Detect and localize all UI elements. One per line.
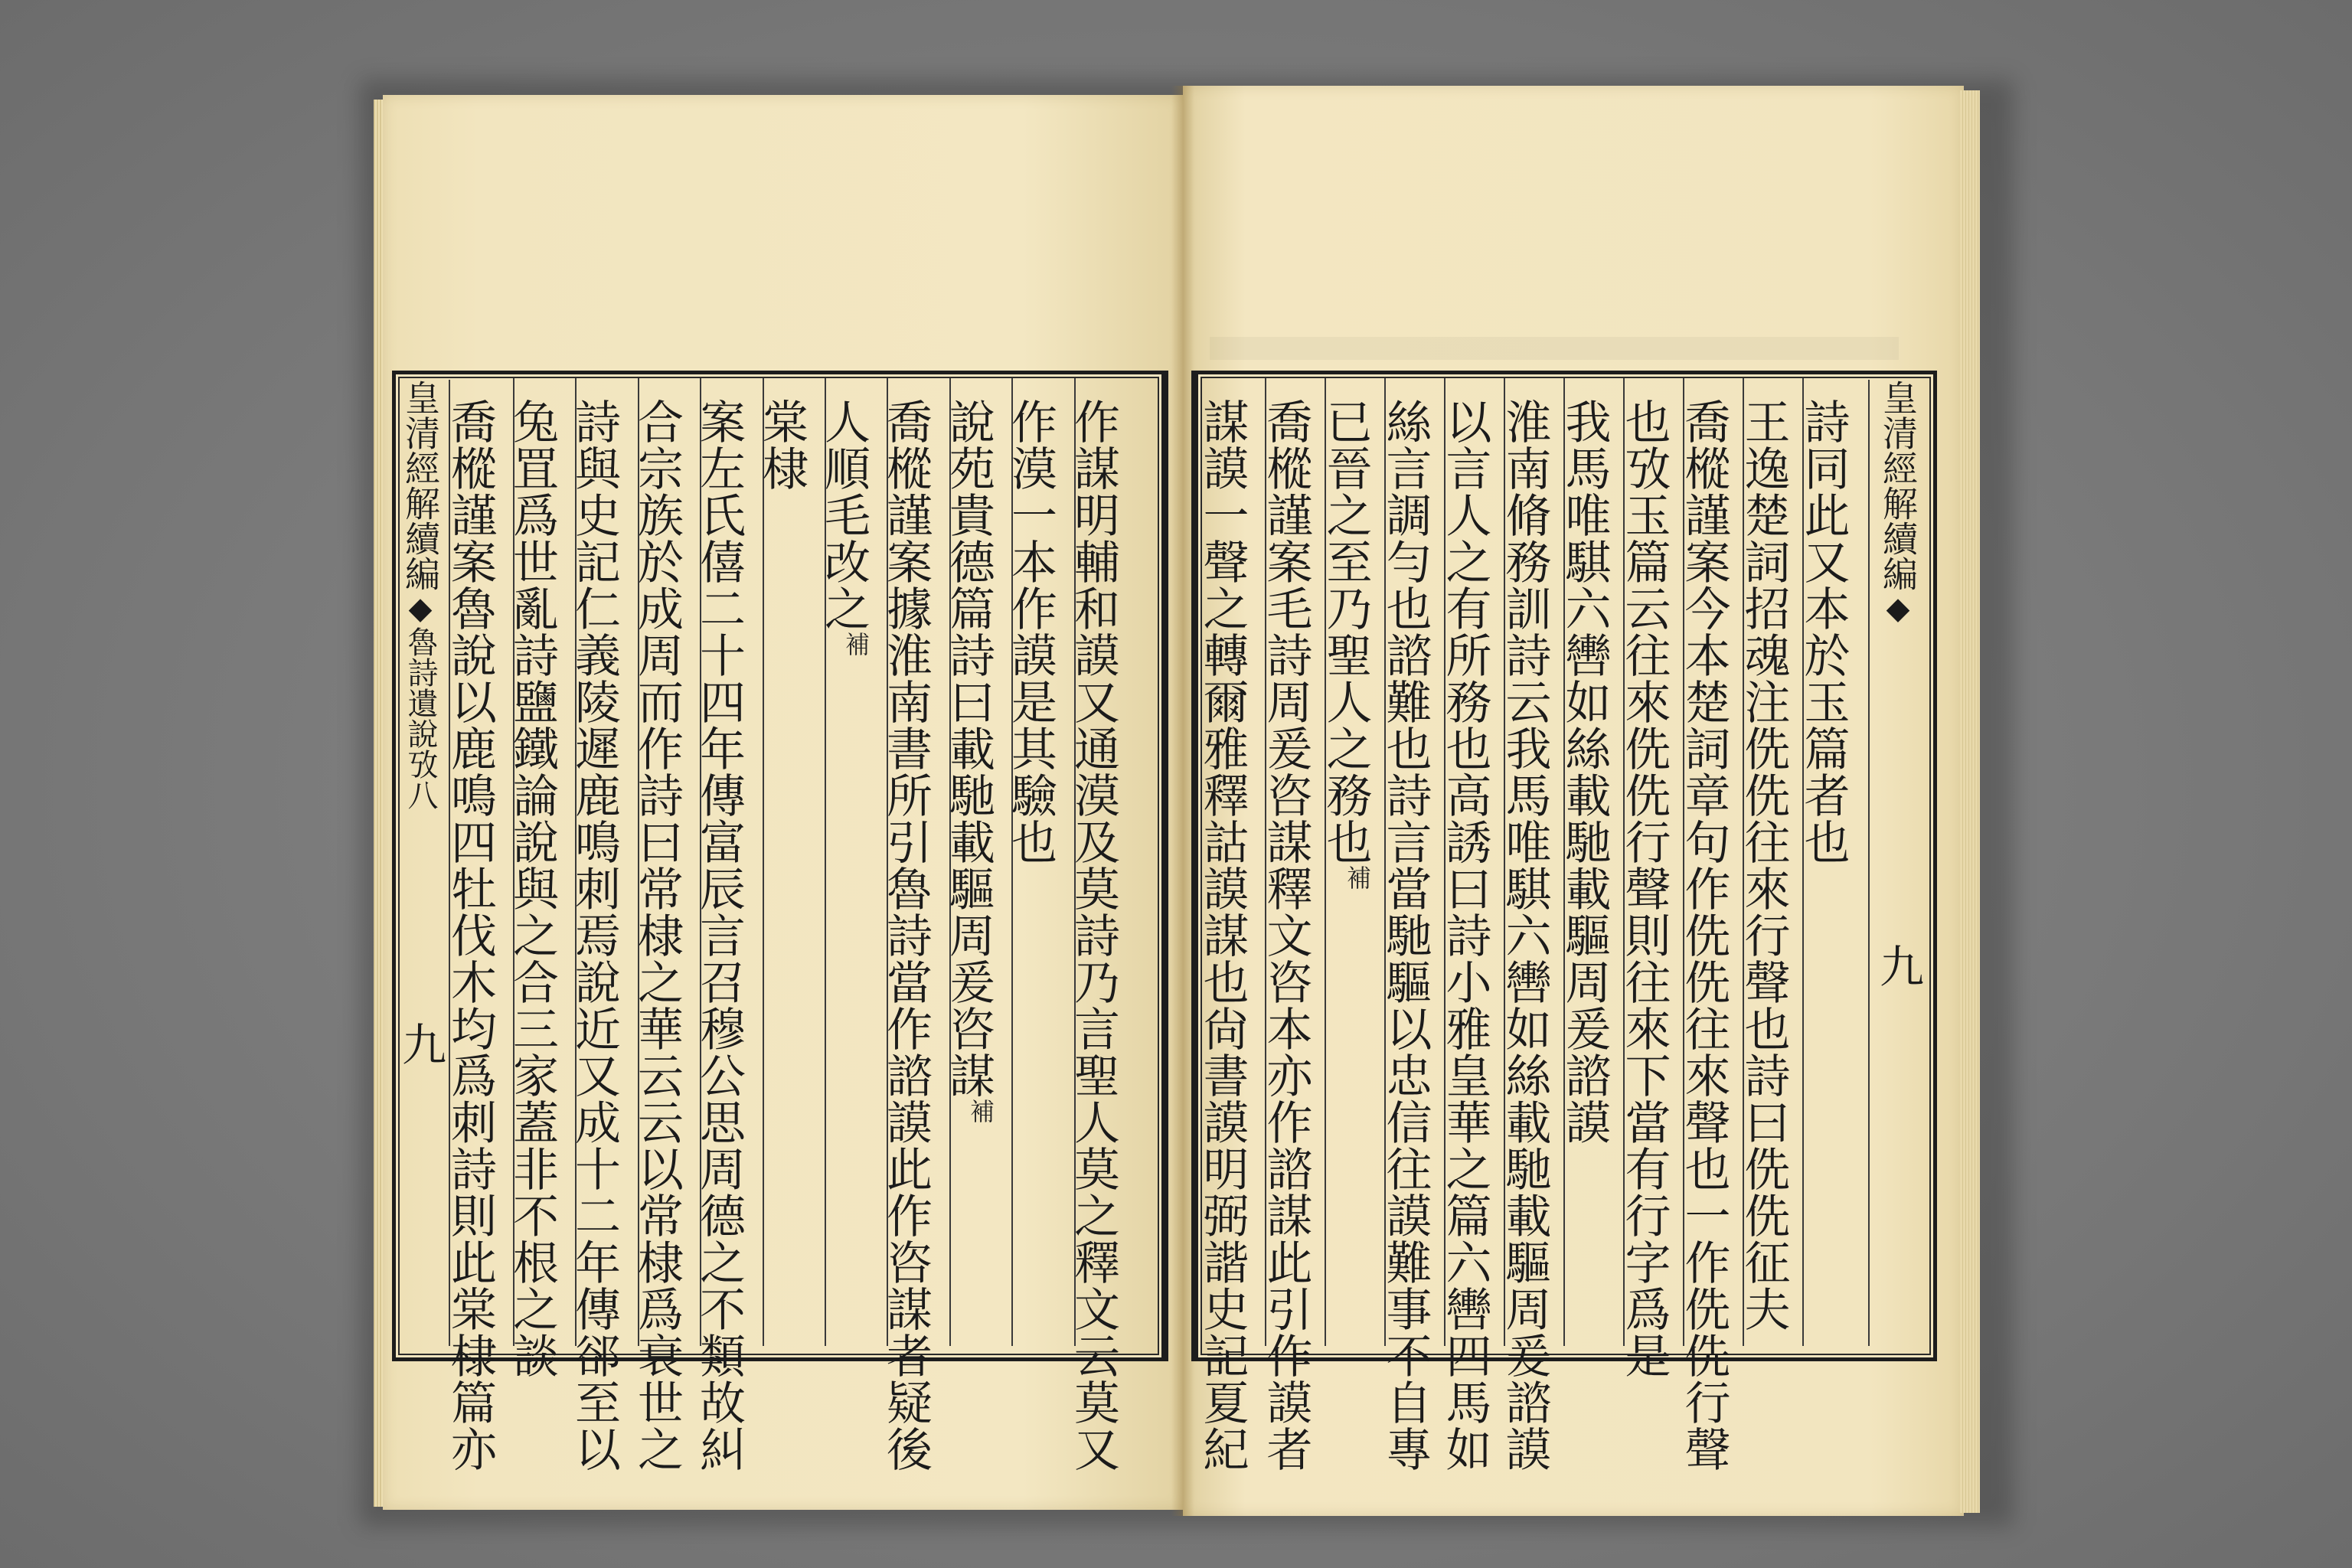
fish-tail-mark-icon: ◆ [1880,591,1916,626]
chapter-title: 魯詩遺說攷八 [403,626,438,810]
text-column: 說苑貴德篇詩曰載馳載驅周爰咨謀補 [941,398,995,1124]
show-through-stain [1210,337,1899,360]
text-column: 案左氏僖二十四年傳富辰言召穆公思周德之不類故糾 [691,398,746,1472]
text-column: 詩與史記仁義陵遲鹿鳴刺焉說近又成十二年傳郤至以 [567,398,621,1472]
right-page-edges [1960,90,1980,1513]
text-column: 以言人之有所務也高誘曰詩小雅皇華之篇六轡四馬如 [1438,398,1492,1472]
text-column: 合宗族於成周而作詩曰常棣之華云云以常棣爲衰世之 [629,398,684,1472]
text-column: 喬樅謹案毛詩周爰咨謀釋文咨本亦作諮謀此引作謨者 [1259,398,1313,1472]
right-page-margin-band [1868,380,1926,1346]
leaf-number: 九 [394,1021,446,1066]
text-column: 絲言調勻也諮難也詩言當馳驅以忠信往謨難事不自專 [1378,398,1432,1472]
section-heading: 棠棣 [754,398,808,492]
text-column: 作謀明輔和謨又通漠及莫詩乃言聖人莫之釋文云莫又 [1066,398,1120,1472]
text-column: 也攷玉篇云往來侁侁行聲則往來下當有行字爲是 [1617,398,1671,1379]
text-column: 兔罝爲世亂詩鹽鐵論說與之合三家蓋非不根之談 [505,398,559,1379]
text-column: 謀謨一聲之轉爾雅釋詁謨謀也尙書謨明弼諧史記夏紀 [1195,398,1250,1472]
text-column: 我馬唯騏六轡如絲載馳載驅周爰諮謨 [1557,398,1612,1145]
text-column: 喬樅謹案魯說以鹿鳴四牡伐木均爲刺詩則此棠棣篇亦 [443,398,497,1472]
series-title: 皇清經解續編 [400,380,441,591]
fish-tail-mark-icon: ◆ [403,591,438,626]
leaf-number: 九 [1872,943,1924,988]
text-column: 淮南脩務訓詩云我馬唯騏六轡如絲載馳載驅周爰諮謨 [1498,398,1552,1472]
text-column: 喬樅謹案據淮南書所引魯詩當作諮謨此作咨謀者疑後 [878,398,933,1472]
text-column: 詩同此又本於玉篇者也 [1796,398,1851,865]
text-column: 喬樅謹案今本楚詞章句作侁侁往來聲也一作侁侁行聲 [1677,398,1731,1472]
text-column: 已晉之至乃聖人之務也補 [1318,398,1373,890]
text-column: 人順毛改之補 [816,398,871,657]
text-column: 王逸楚詞招魂注侁侁往來行聲也詩曰侁侁征夫 [1736,398,1791,1332]
text-column: 作漠一本作謨是其驗也 [1003,398,1057,865]
series-title: 皇清經解續編 [1877,380,1919,591]
